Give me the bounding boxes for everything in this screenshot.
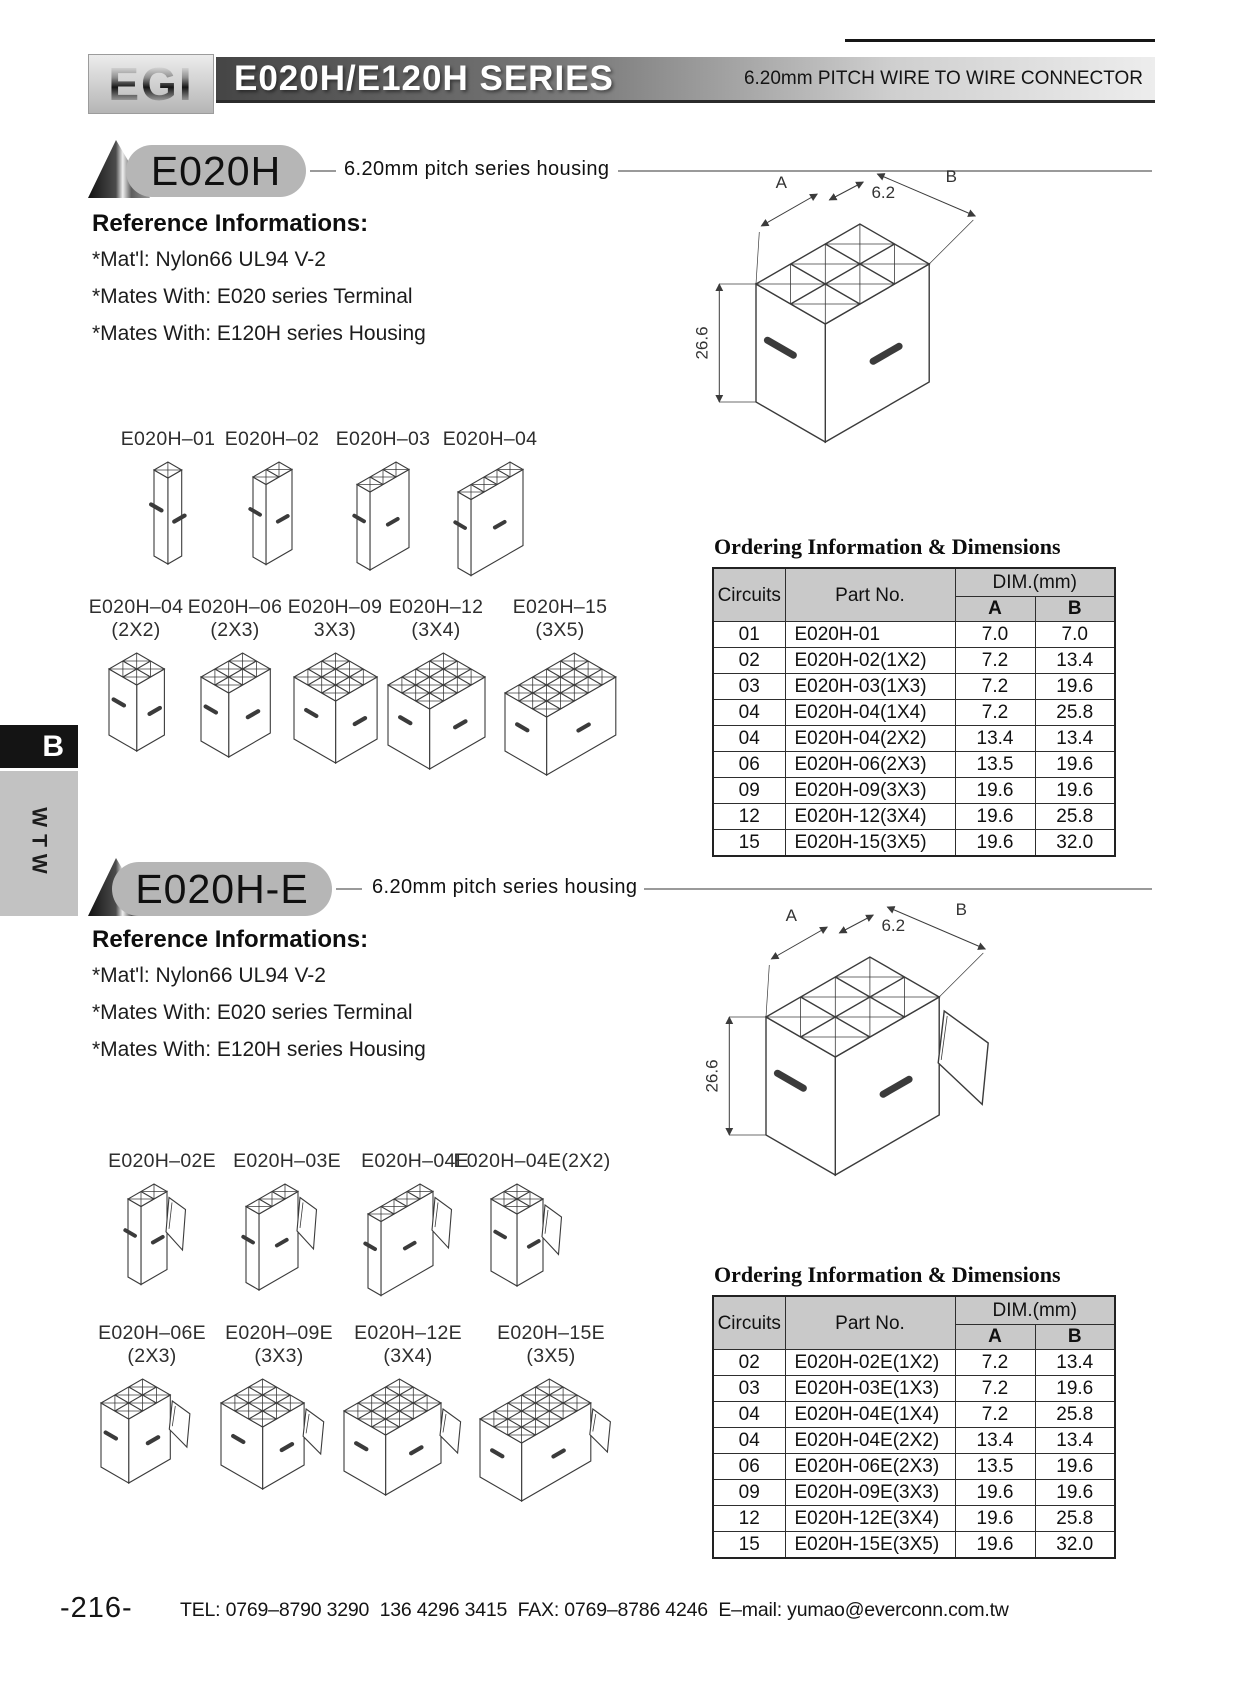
svg-text:26.6: 26.6 (702, 1059, 722, 1093)
table-cell: E020H-04E(1X4) (785, 1402, 955, 1428)
table-cell: 02 (713, 1350, 785, 1376)
reference-line: *Mates With: E120H series Housing (92, 1038, 426, 1061)
reference-line: *Mates With: E120H series Housing (92, 322, 426, 345)
table-cell: 13.4 (955, 1428, 1035, 1454)
table-cell: 7.0 (1035, 622, 1115, 648)
table-row (713, 1480, 1115, 1506)
svg-text:B: B (955, 900, 967, 919)
table-cell: 19.6 (1035, 1480, 1115, 1506)
connector-thumb (471, 1322, 631, 1512)
connector-thumb-label: E020H–04 (442, 428, 538, 450)
footer-page-number: -216- (60, 1592, 133, 1624)
ordering-block (712, 534, 1116, 857)
table-cell: 04 (713, 726, 785, 752)
table-cell: 04 (713, 1402, 785, 1428)
table-row (713, 752, 1115, 778)
table-row (713, 1350, 1115, 1376)
svg-text:26.6: 26.6 (692, 326, 712, 360)
table-row (713, 726, 1115, 752)
table-cell: 7.2 (955, 674, 1035, 700)
col-dim: DIM.(mm) (955, 568, 1115, 597)
table-cell: 13.4 (1035, 1350, 1115, 1376)
table-cell: E020H-09(3X3) (785, 778, 955, 804)
connector-thumb-sublabel: (2X3) (127, 1345, 177, 1367)
reference-line: *Mat'l: Nylon66 UL94 V-2 (92, 248, 326, 271)
table-cell: 15 (713, 1532, 785, 1559)
ordering-table-title: Ordering Information & Dimensions (714, 1262, 1061, 1287)
col-circuits: Circuits (713, 568, 785, 622)
table-cell: 25.8 (1035, 1506, 1115, 1532)
ordering-block (712, 1262, 1116, 1559)
top-rule (845, 39, 1155, 42)
sidebar-index-tab: B (0, 725, 78, 768)
table-cell: 7.2 (955, 1402, 1035, 1428)
sidebar-category-tab (0, 771, 78, 916)
table-row (713, 804, 1115, 830)
reference-line: *Mates With: E020 series Terminal (92, 1001, 413, 1024)
connector-thumb-label: E020H–06E (98, 1322, 206, 1344)
table-cell: E020H-06(2X3) (785, 752, 955, 778)
series-subtitle: 6.20mm PITCH WIRE TO WIRE CONNECTOR (743, 67, 1143, 89)
tagline-rule-left (310, 170, 336, 172)
table-cell: E020H-15E(3X5) (785, 1532, 955, 1559)
connector-thumb-label: E020H–04 (88, 596, 184, 618)
table-cell: 19.6 (955, 830, 1035, 857)
connector-drawing (480, 647, 640, 786)
connector-thumb-sublabel: (3X5) (535, 619, 585, 641)
table-cell: 04 (713, 1428, 785, 1454)
ordering-table-title: Ordering Information & Dimensions (714, 534, 1061, 559)
col-a: A (955, 597, 1035, 622)
dimension-drawing (700, 900, 1003, 1196)
table-cell: 03 (713, 674, 785, 700)
connector-thumb-label: E020H–03E (233, 1150, 341, 1172)
col-part-no: Part No. (785, 568, 955, 622)
connector-thumb-label: E020H–06 (187, 596, 283, 618)
connector-thumb-sublabel: (2X2) (111, 619, 161, 641)
col-b: B (1035, 597, 1115, 622)
connector-thumb-label: E020H–09 (287, 596, 383, 618)
table-cell: 19.6 (955, 1506, 1035, 1532)
section-badge-label: E020H-E (135, 865, 309, 912)
tagline-rule-left (336, 888, 362, 890)
connector-thumb-sublabel: (3X5) (526, 1345, 576, 1367)
table-row (713, 1506, 1115, 1532)
connector-thumb-label: E020H–15 (512, 596, 608, 618)
table-cell: 7.2 (955, 648, 1035, 674)
connector-thumb-sublabel: (3X4) (383, 1345, 433, 1367)
table-cell: 09 (713, 1480, 785, 1506)
table-cell: 19.6 (955, 1532, 1035, 1559)
table-cell: 13.4 (955, 726, 1035, 752)
connector-thumb (328, 1322, 488, 1506)
egi-logo-text: EGI (108, 58, 194, 110)
connector-thumb-label: E020H–12 (388, 596, 484, 618)
tagline-rule-right (618, 170, 1152, 172)
table-cell: 09 (713, 778, 785, 804)
table-cell: E020H-02(1X2) (785, 648, 955, 674)
series-title-bar (216, 57, 1155, 103)
col-b: B (1035, 1325, 1115, 1350)
table-row (713, 1376, 1115, 1402)
table-cell: 19.6 (1035, 752, 1115, 778)
series-title: E020H/E120H SERIES (234, 58, 614, 98)
table-cell: 13.4 (1035, 726, 1115, 752)
connector-drawing (328, 1373, 488, 1506)
ordering-table (712, 567, 1116, 857)
table-cell: 7.2 (955, 1376, 1035, 1402)
table-row (713, 830, 1115, 857)
table-cell: 01 (713, 622, 785, 648)
dimension-drawing (690, 167, 993, 463)
connector-thumb-label: E020H–02 (224, 428, 320, 450)
connector-drawing (452, 1178, 612, 1297)
table-cell: 25.8 (1035, 1402, 1115, 1428)
table-row (713, 700, 1115, 726)
connector-thumb (410, 428, 570, 587)
reference-heading: Reference Informations: (92, 210, 369, 237)
tagline-rule-right (644, 888, 1152, 890)
col-dim: DIM.(mm) (955, 1296, 1115, 1325)
connector-thumb-label: E020H–04E (361, 1150, 469, 1172)
footer-contact: TEL: 0769–8790 3290 136 4296 3415 FAX: 0769–8786 4246 E–mail: yumao@everconn.com.tw (180, 1599, 1009, 1621)
connector-thumb-sublabel: (3X3) (254, 1345, 304, 1367)
section-tagline: 6.20mm pitch series housing (344, 158, 610, 180)
table-row (713, 1532, 1115, 1559)
connector-thumb-sublabel: 3X3) (313, 619, 357, 641)
table-cell: 19.6 (955, 804, 1035, 830)
table-cell: 13.5 (955, 752, 1035, 778)
table-cell: 19.6 (1035, 674, 1115, 700)
connector-thumb-label: E020H–02E (108, 1150, 216, 1172)
egi-logo (88, 54, 214, 114)
table-cell: E020H-12E(3X4) (785, 1506, 955, 1532)
table-cell: 02 (713, 648, 785, 674)
connector-thumb-label: E020H–15E (497, 1322, 605, 1344)
table-cell: 13.4 (1035, 1428, 1115, 1454)
table-row (713, 674, 1115, 700)
table-cell: E020H-02E(1X2) (785, 1350, 955, 1376)
table-cell: 32.0 (1035, 1532, 1115, 1559)
table-cell: E020H-15(3X5) (785, 830, 955, 857)
table-cell: 03 (713, 1376, 785, 1402)
table-cell: 12 (713, 804, 785, 830)
svg-text:6.2: 6.2 (871, 183, 896, 202)
table-cell: 19.6 (1035, 1454, 1115, 1480)
table-cell: E020H-12(3X4) (785, 804, 955, 830)
table-row (713, 648, 1115, 674)
reference-line: *Mat'l: Nylon66 UL94 V-2 (92, 964, 326, 987)
table-cell: E020H-01 (785, 622, 955, 648)
table-cell: 13.5 (955, 1454, 1035, 1480)
table-cell: 7.0 (955, 622, 1035, 648)
table-cell: 7.2 (955, 700, 1035, 726)
connector-drawing (410, 456, 570, 587)
table-cell: 19.6 (955, 778, 1035, 804)
col-a: A (955, 1325, 1035, 1350)
table-row (713, 1402, 1115, 1428)
table-cell: 7.2 (955, 1350, 1035, 1376)
svg-text:A: A (775, 173, 787, 192)
connector-thumb-label: E020H–12E (354, 1322, 462, 1344)
table-cell: 04 (713, 700, 785, 726)
connector-drawing (471, 1373, 631, 1512)
reference-heading: Reference Informations: (92, 926, 369, 953)
section-badge (112, 862, 332, 916)
table-cell: E020H-04(1X4) (785, 700, 955, 726)
table-cell: 06 (713, 1454, 785, 1480)
reference-line: *Mates With: E020 series Terminal (92, 285, 413, 308)
section-badge-label: E020H (150, 147, 282, 194)
table-row (713, 778, 1115, 804)
connector-thumb-label: E020H–04E(2X2) (453, 1150, 611, 1172)
table-row (713, 1454, 1115, 1480)
table-cell: E020H-09E(3X3) (785, 1480, 955, 1506)
table-cell: 19.6 (1035, 778, 1115, 804)
svg-text:A: A (785, 906, 797, 925)
connector-thumb-label: E020H–03 (335, 428, 431, 450)
table-cell: 19.6 (1035, 1376, 1115, 1402)
table-cell: 12 (713, 1506, 785, 1532)
table-cell: 25.8 (1035, 700, 1115, 726)
table-cell: 19.6 (955, 1480, 1035, 1506)
connector-thumb-sublabel: (2X3) (210, 619, 260, 641)
sidebar-category-label: WTW (27, 806, 51, 881)
connector-thumb (452, 1150, 612, 1297)
connector-thumb-label: E020H–09E (225, 1322, 333, 1344)
table-row (713, 622, 1115, 648)
svg-text:6.2: 6.2 (881, 916, 906, 935)
ordering-table (712, 1295, 1116, 1559)
connector-thumb-sublabel: (3X4) (411, 619, 461, 641)
connector-thumb-label: E020H–01 (120, 428, 216, 450)
table-cell: 32.0 (1035, 830, 1115, 857)
table-row (713, 1428, 1115, 1454)
connector-thumb (480, 596, 640, 786)
svg-text:B: B (945, 167, 957, 186)
table-cell: E020H-06E(2X3) (785, 1454, 955, 1480)
table-cell: E020H-04E(2X2) (785, 1428, 955, 1454)
section-tagline: 6.20mm pitch series housing (372, 876, 638, 898)
table-cell: 13.4 (1035, 648, 1115, 674)
table-cell: 15 (713, 830, 785, 857)
col-circuits: Circuits (713, 1296, 785, 1350)
table-cell: E020H-03E(1X3) (785, 1376, 955, 1402)
table-cell: E020H-03(1X3) (785, 674, 955, 700)
table-cell: E020H-04(2X2) (785, 726, 955, 752)
section-badge (126, 145, 306, 197)
table-cell: 25.8 (1035, 804, 1115, 830)
table-cell: 06 (713, 752, 785, 778)
col-part-no: Part No. (785, 1296, 955, 1350)
